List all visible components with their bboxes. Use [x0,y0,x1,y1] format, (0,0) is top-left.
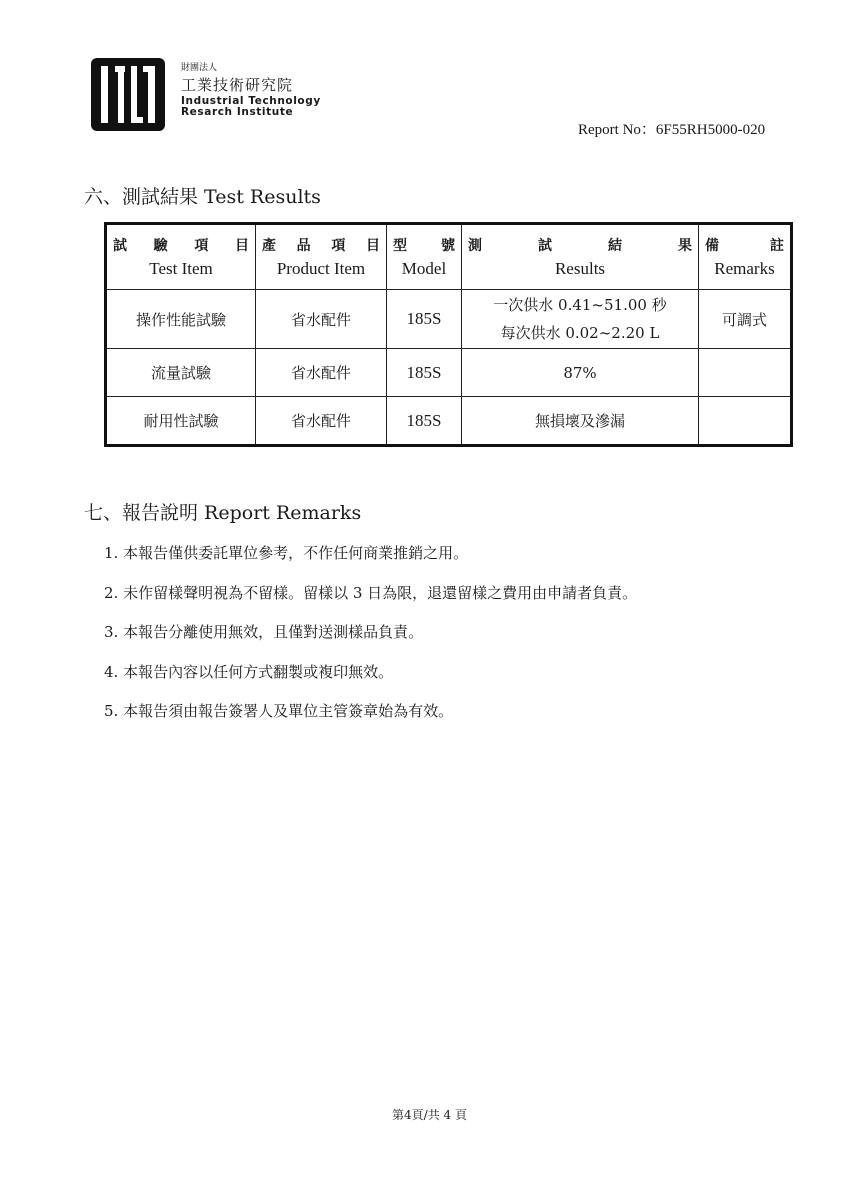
cell-remarks [699,397,792,446]
page-number: 第4頁/共 4 頁 [392,1108,467,1122]
list-item: 1. 本報告僅供委託單位參考，不作任何商業推銷之用。 [104,544,469,562]
cell-model: 185S [387,397,462,446]
cell-test-item: 操作性能試驗 [106,290,256,349]
org-name-en-2: Resarch Institute [181,106,294,118]
list-item: 4. 本報告內容以任何方式翻製或複印無效。 [104,662,394,681]
header-model: 型 號 Model [387,224,462,290]
cell-product-item: 省水配件 [256,290,387,349]
cell-model: 185S [387,349,462,397]
org-type: 財團法人 [181,63,218,73]
header-remarks: 備 註 Remarks [699,224,792,290]
cell-test-item: 耐用性試驗 [106,397,256,446]
section-title-report-remarks: 七、報告說明 Report Remarks [84,502,362,524]
list-item: 2. 未作留樣聲明視為不留樣。留樣以 3 日為限，退還留樣之費用由申請者負責。 [104,583,638,602]
table-row [106,290,792,349]
table-header-row [106,224,792,290]
org-name-cn: 工業技術研究院 [181,76,294,94]
cell-model: 185S [387,290,462,349]
cell-results: 87% [462,349,699,397]
header-results: 測 試 結 果 Results [462,224,699,290]
cell-test-item: 流量試驗 [106,349,256,397]
cell-product-item: 省水配件 [256,349,387,397]
table-row [106,397,792,446]
remarks-list [104,540,637,738]
report-number: Report No：6F55RH5000-020 [578,122,766,138]
list-item: 3. 本報告分離使用無效，且僅對送測樣品負責。 [104,623,424,641]
table-row [106,349,792,397]
cell-product-item: 省水配件 [256,397,387,446]
cell-results: 無損壞及滲漏 [462,397,699,446]
cell-results: 一次供水 0.41~51.00 秒 每次供水 0.02~2.20 L [462,290,699,349]
header-product-item: 產 品 項 目 Product Item [256,224,387,290]
section-title-test-results: 六、測試結果 Test Results [84,186,321,208]
org-name-en-1: Industrial Technology [181,95,321,107]
itri-logo [91,58,165,131]
results-table [104,222,793,447]
header-test-item: 試 驗 項 目 Test Item [106,224,256,290]
cell-remarks [699,349,792,397]
list-item: 5. 本報告須由報告簽署人及單位主管簽章始為有效。 [104,702,454,720]
cell-remarks: 可調式 [699,290,792,349]
organization-name [181,62,321,118]
